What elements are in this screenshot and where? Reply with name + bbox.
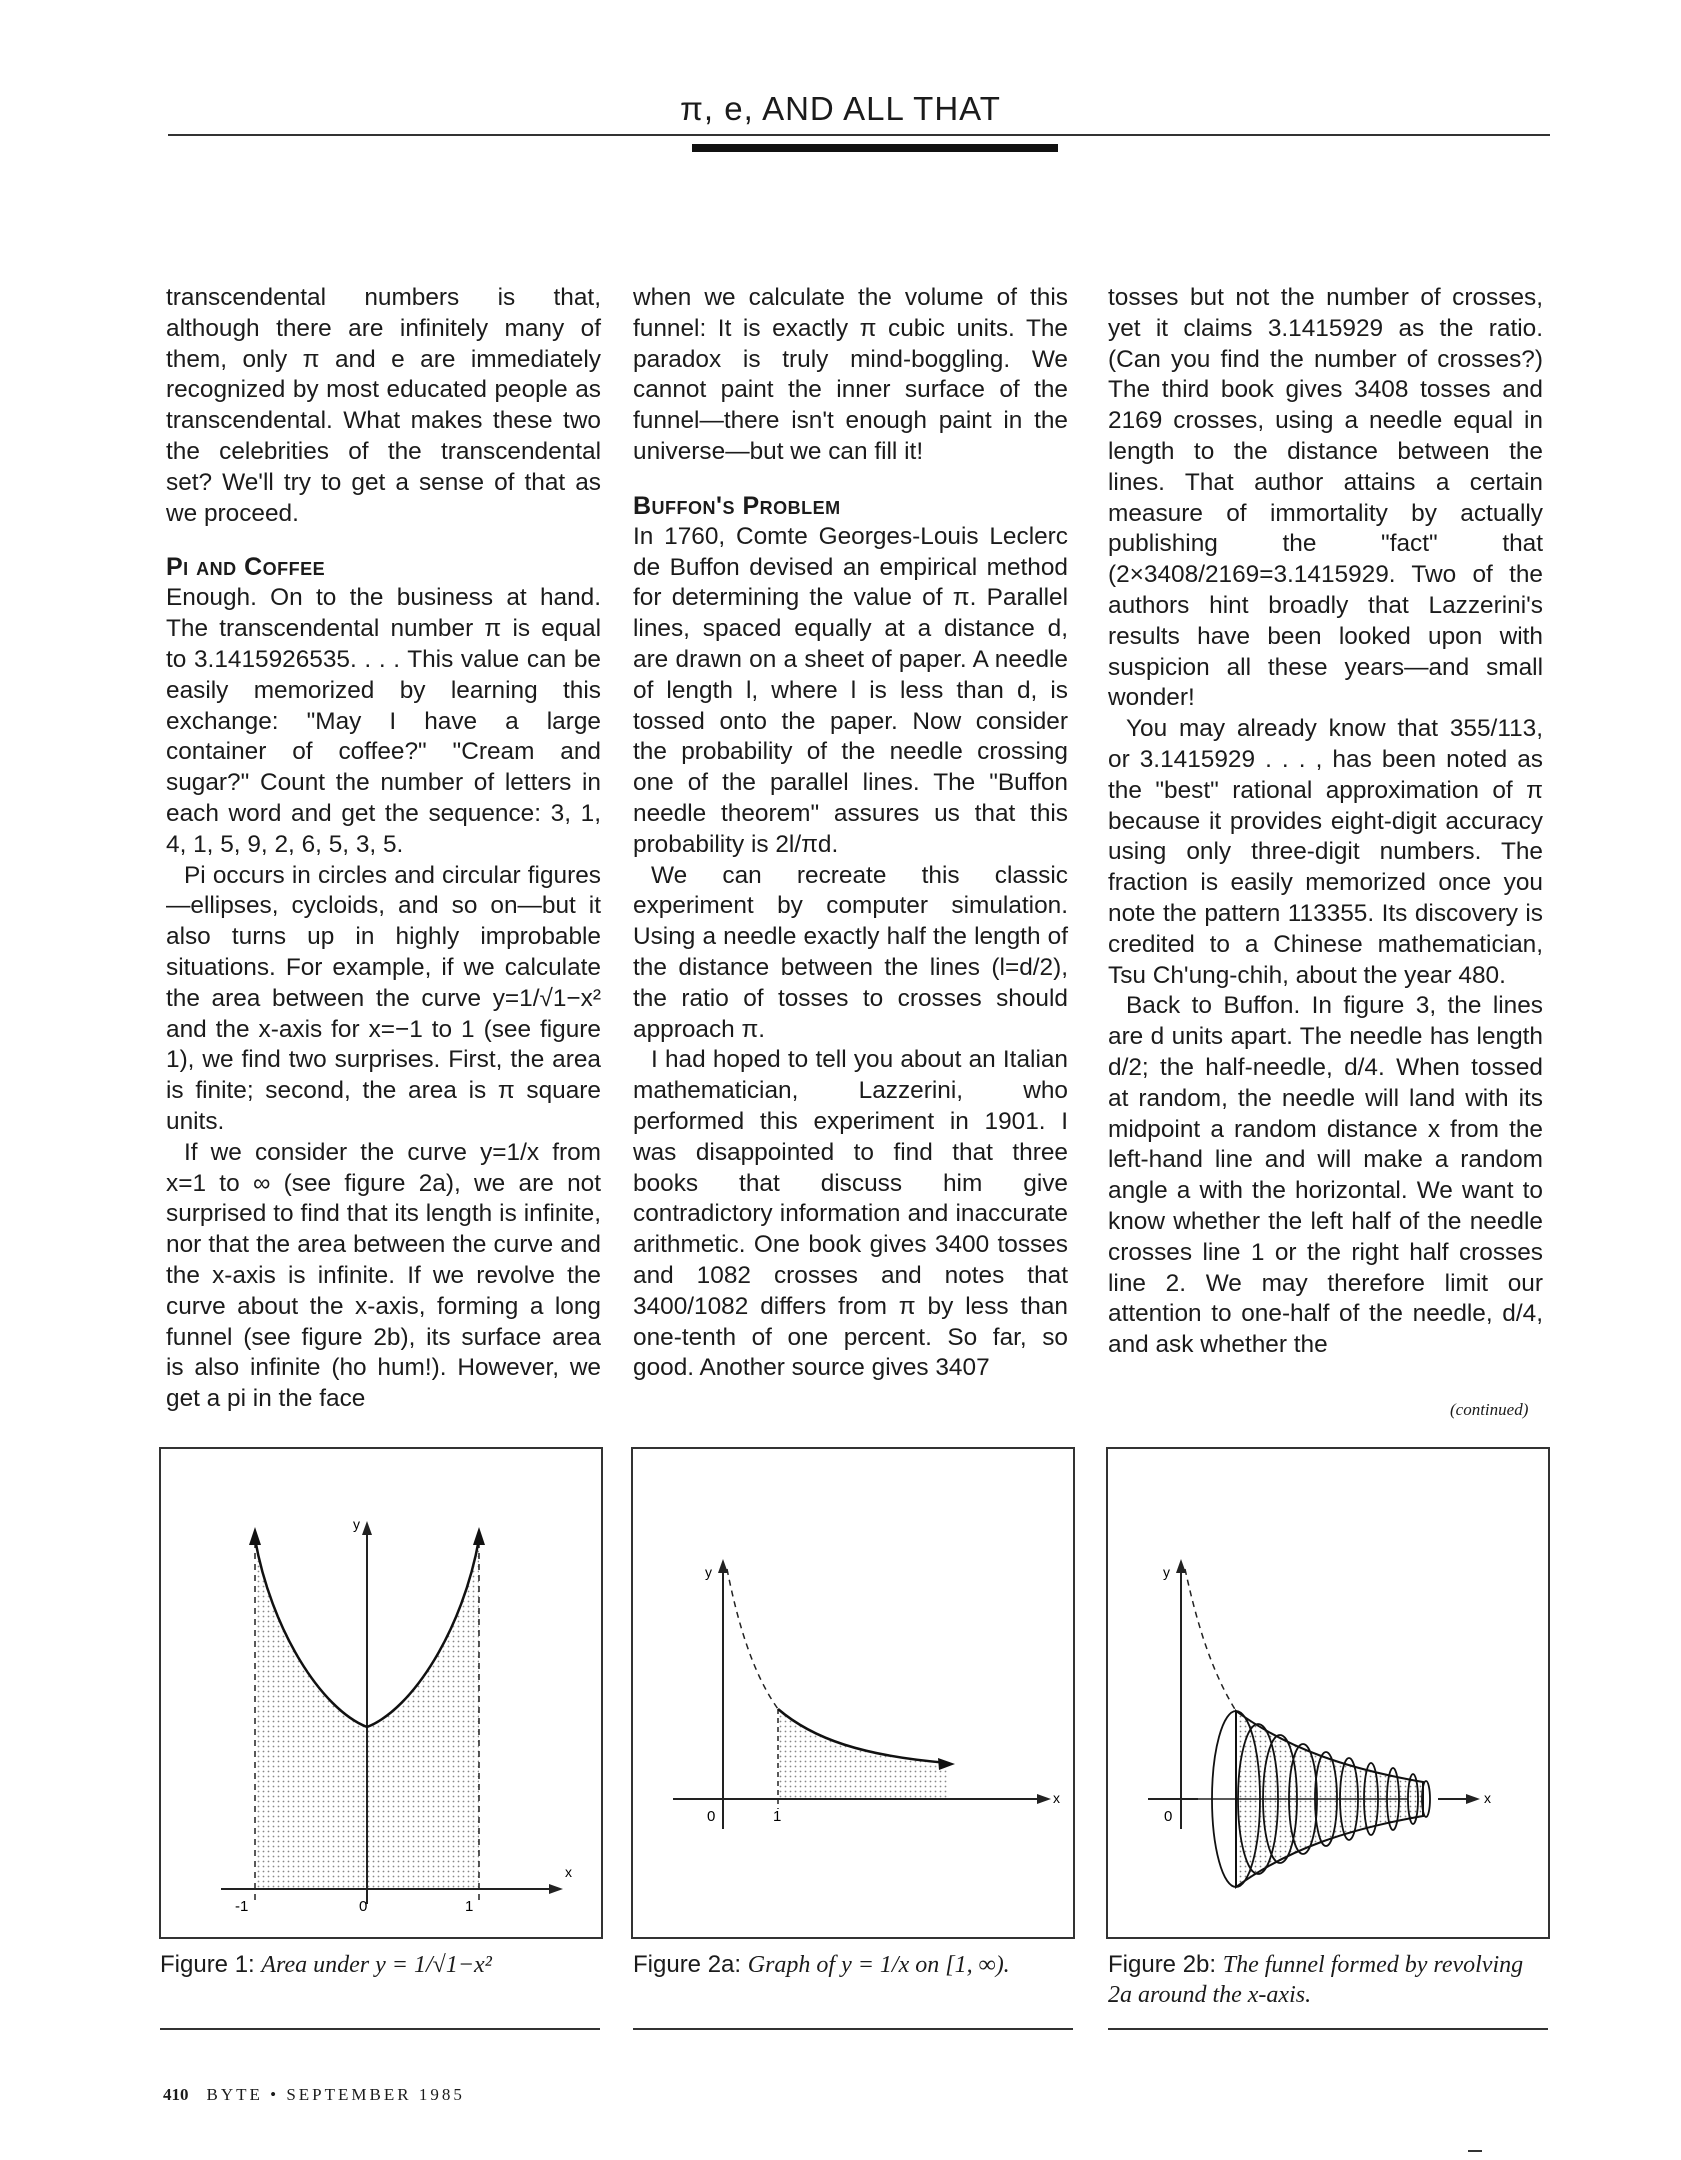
column-1: [166, 283, 601, 1415]
caption-text: Graph of y = 1/x on [1, ∞).: [747, 1952, 1010, 1978]
paragraph: Back to Buffon. In figure 3, the lines are d units apart. The needle has length d/2; the half-needle, d/4. When tossed at random, the needle will land with its midpoint a random distance x from the left-hand line and will make a random angle a with the horizontal. We want to know whether the left half of the needle crosses line 1 or the right half crosses line 2. We may therefore limit our attention to one-half of the needle, d/4, and ask whether the: [1108, 992, 1543, 1359]
x-axis-arrow: [549, 1884, 563, 1894]
x-axis-arrow: [1037, 1794, 1051, 1804]
tick-label-zero: 0: [707, 1808, 716, 1825]
caption-text: Area under y = 1/√1−x²: [261, 1952, 492, 1978]
tick-label-zero: 0: [1164, 1808, 1173, 1825]
issue-line: BYTE • SEPTEMBER 1985: [206, 2085, 465, 2104]
tick-label-one: 1: [465, 1898, 474, 1915]
figure-2b-graph: [1108, 1449, 1548, 1937]
figure-1-caption: [160, 1950, 492, 1980]
x-axis-label: x: [1053, 1790, 1060, 1806]
paragraph: If we consider the curve y=1/x from x=1 to ∞ (see figure 2a), we are not surprised to find that its length is infinite, nor that the area between the curve and the x-axis is infinite. If we revolve the curve about the x-axis, forming a long funnel (see figure 2b), its surface area is also infinite (ho hum!). However, we get a pi in the face: [166, 1138, 601, 1413]
tick-label-neg-one: -1: [235, 1898, 249, 1915]
y-axis-label: y: [353, 1516, 360, 1532]
figure-1: [159, 1447, 603, 1939]
paragraph: transcendental numbers is that, although there are infinitely many of them, only π and e are immediately recognized by most educated people as transcendental. What makes these two the celebrities of the transcendental set? We'll try to get a sense of that as we proceed.: [166, 284, 601, 527]
page-header: π, e, AND ALL THAT: [680, 90, 1001, 127]
figure-2a-caption: [633, 1950, 1010, 1980]
corner-mark: [1468, 2150, 1482, 2152]
section-heading-buffons-problem: Buffon's Problem: [633, 491, 841, 520]
curve-dashed: [1185, 1569, 1236, 1711]
caption-text: The funnel formed by revolving 2a around the x-axis.: [1108, 1952, 1524, 2008]
x-axis-label: x: [565, 1864, 572, 1880]
paragraph: Pi occurs in circles and circular figures—ellipses, cycloids, and so on—but it also turns up in highly improbable situations. For example, if we calculate the area between the curve y=1/√1−x² and the x-axis for x=−1 to 1 (see figure 1), we find two surprises. First, the area is finite; second, the area is π square units.: [166, 861, 601, 1135]
y-axis-label: y: [1163, 1564, 1170, 1580]
figure-2a-graph: [633, 1449, 1073, 1937]
column-3: [1108, 283, 1543, 1361]
paragraph: when we calculate the volume of this funnel: It is exactly π cubic units. The paradox is truly mind-boggling. We cannot paint the inner surface of the funnel—there isn't enough paint in the universe—but we can fill it!: [633, 284, 1068, 465]
caption-rule: [160, 2028, 600, 2030]
paragraph: We can recreate this classic experiment by computer simulation. Using a needle exactly half the length of the distance between the lines (l=d/2), the ratio of tosses to crosses should approach π.: [633, 861, 1068, 1043]
figure-2b-caption: [1108, 1950, 1548, 2010]
caption-label: Figure 1:: [160, 1951, 255, 1978]
tick-label-one: 1: [773, 1808, 782, 1825]
caption-rule: [633, 2028, 1073, 2030]
curve-arrow-left: [249, 1527, 261, 1545]
paragraph: tosses but not the number of crosses, yet it claims 3.1415929 as the ratio. (Can you find the number of crosses?) The third book gives 3408 tosses and 2169 crosses, using a needle equal in length to the distance between the lines. That author attains a certain measure of immortality by actually publishing the "fact" that (2×3408/2169=3.1415929. Two of the authors hint broadly that Lazzerini's results have been looked upon with suspicion all these years—and small wonder!: [1108, 284, 1543, 712]
curve-dashed: [727, 1569, 778, 1709]
x-axis-arrow: [1466, 1794, 1480, 1804]
curve-arrow-right: [473, 1527, 485, 1545]
continued-note: (continued): [1450, 1400, 1529, 1419]
page-number: 410: [163, 2085, 189, 2104]
tick-label-zero: 0: [359, 1898, 368, 1915]
page-footer: [163, 2085, 465, 2105]
y-axis-arrow: [718, 1559, 728, 1573]
section-heading-pi-and-coffee: Pi and Coffee: [166, 553, 326, 582]
paragraph: In 1760, Comte Georges-Louis Leclerc de Buffon devised an empirical method for determining the value of π. Parallel lines, spaced equally at a distance d, are drawn on a sheet of paper. A needle of length l, where l is less than d, is tossed onto the paper. Now consider the probability of the needle crossing one of the parallel lines. The "Buffon needle theorem" assures us that this probability is 2l/πd.: [633, 522, 1068, 858]
header-bar: [692, 144, 1058, 152]
figure-1-graph: [161, 1449, 601, 1937]
header-rule: [168, 134, 1550, 136]
caption-label: Figure 2a:: [633, 1951, 742, 1978]
column-2: [633, 283, 1068, 1384]
figure-2a: [631, 1447, 1075, 1939]
caption-rule: [1108, 2028, 1548, 2030]
caption-label: Figure 2b:: [1108, 1951, 1217, 1978]
paragraph: You may already know that 355/113, or 3.1415929 . . . , has been noted as the "best" rational approximation of π because it provides eight-digit accuracy using only three-digit numbers. The fraction is easily memorized once you note the pattern 113355. Its discovery is credited to a Chinese mathematician, Tsu Ch'ung-chih, about the year 480.: [1108, 715, 1543, 989]
figure-2b: [1106, 1447, 1550, 1939]
paragraph: Enough. On to the business at hand. The transcendental number π is equal to 3.1415926535. . . . This value can be easily memorized by learning this exchange: "May I have a large container of coffee?" "Cream and sugar?" Count the number of letters in each word and get the sequence: 3, 1, 4, 1, 5, 9, 2, 6, 5, 3, 5.: [166, 584, 601, 858]
x-axis-label: x: [1484, 1790, 1491, 1806]
y-axis-arrow: [1176, 1559, 1186, 1573]
y-axis-arrow: [362, 1521, 372, 1535]
paragraph: I had hoped to tell you about an Italian mathematician, Lazzerini, who performed this experiment in 1901. I was disappointed to find that three books that discuss him give contradictory information and inaccurate arithmetic. One book gives 3400 tosses and 1082 crosses and notes that 3400/1082 differs from π by less than one-tenth of one percent. So far, so good. Another source gives 3407: [633, 1046, 1068, 1382]
shaded-area: [778, 1709, 948, 1799]
funnel-body: [1236, 1711, 1423, 1887]
y-axis-label: y: [705, 1564, 712, 1580]
